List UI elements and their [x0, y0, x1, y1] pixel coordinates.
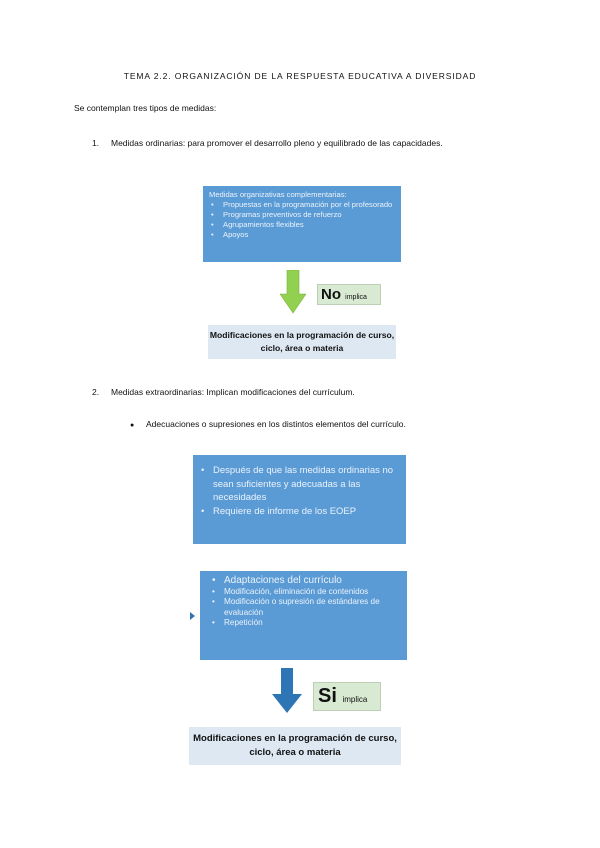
box-list-item: • Requiere de informe de los EOEP	[201, 505, 398, 519]
tag-small: implica	[345, 294, 367, 301]
tag-main: No	[321, 286, 341, 303]
box-list-item: • Programas preventivos de refuerzo	[209, 210, 395, 220]
box-list-item: • Modificación o supresión de estándares de evaluación	[208, 597, 399, 618]
tag-small: implica	[342, 695, 368, 704]
result-box-ordinary: Modificaciones en la programación de curso, ciclo, área o materia	[208, 325, 396, 359]
box-list-item: • Agrupamientos flexibles	[209, 220, 395, 230]
list-number: 2.	[92, 387, 100, 397]
box-list-item: • Después de que las medidas ordinarias no sean suficientes y adecuadas a las necesidades	[201, 464, 398, 505]
document-title: TEMA 2.2. ORGANIZACIÓN DE LA RESPUESTA EDUCATIVA A DIVERSIDAD	[123, 71, 477, 81]
sub-bullet-item	[130, 419, 406, 429]
conditions-box	[193, 455, 406, 544]
box-heading: Medidas organizativas complementarias:	[209, 190, 347, 199]
tag-main: Si	[318, 685, 337, 707]
list-text: Medidas ordinarias: para promover el desarrollo pleno y equilibrado de las capacidades.	[111, 138, 443, 148]
list-item-extraordinary	[92, 387, 355, 397]
box-list-item: • Modificación, eliminación de contenidos	[208, 587, 399, 598]
box-list-item: • Propuestas en la programación por el profesorado	[209, 200, 395, 210]
curriculum-adaptations-box	[200, 571, 407, 660]
intro-text: Se contemplan tres tipos de medidas:	[74, 103, 217, 113]
list-number: 1.	[92, 138, 100, 148]
si-implica-tag	[313, 682, 381, 711]
down-arrow-green-icon	[280, 270, 306, 314]
organizational-measures-box	[203, 186, 401, 262]
box-list-item: • Adaptaciones del currículo	[208, 576, 399, 587]
result-box-extraordinary: Modificaciones en la programación de curso, ciclo, área o materia	[189, 727, 401, 765]
bullet-icon: ●	[130, 422, 135, 429]
box-list-item: • Repetición	[208, 618, 399, 629]
side-marker-icon	[190, 612, 195, 620]
box-list-item: • Apoyos	[209, 230, 395, 240]
down-arrow-blue-icon	[272, 668, 302, 714]
sub-bullet-text: Adecuaciones o supresiones en los distintos elementos del currículo.	[146, 419, 406, 429]
list-item-ordinary	[92, 138, 443, 148]
no-implica-tag	[317, 284, 381, 305]
list-text: Medidas extraordinarias: Implican modificaciones del currículum.	[111, 387, 355, 397]
